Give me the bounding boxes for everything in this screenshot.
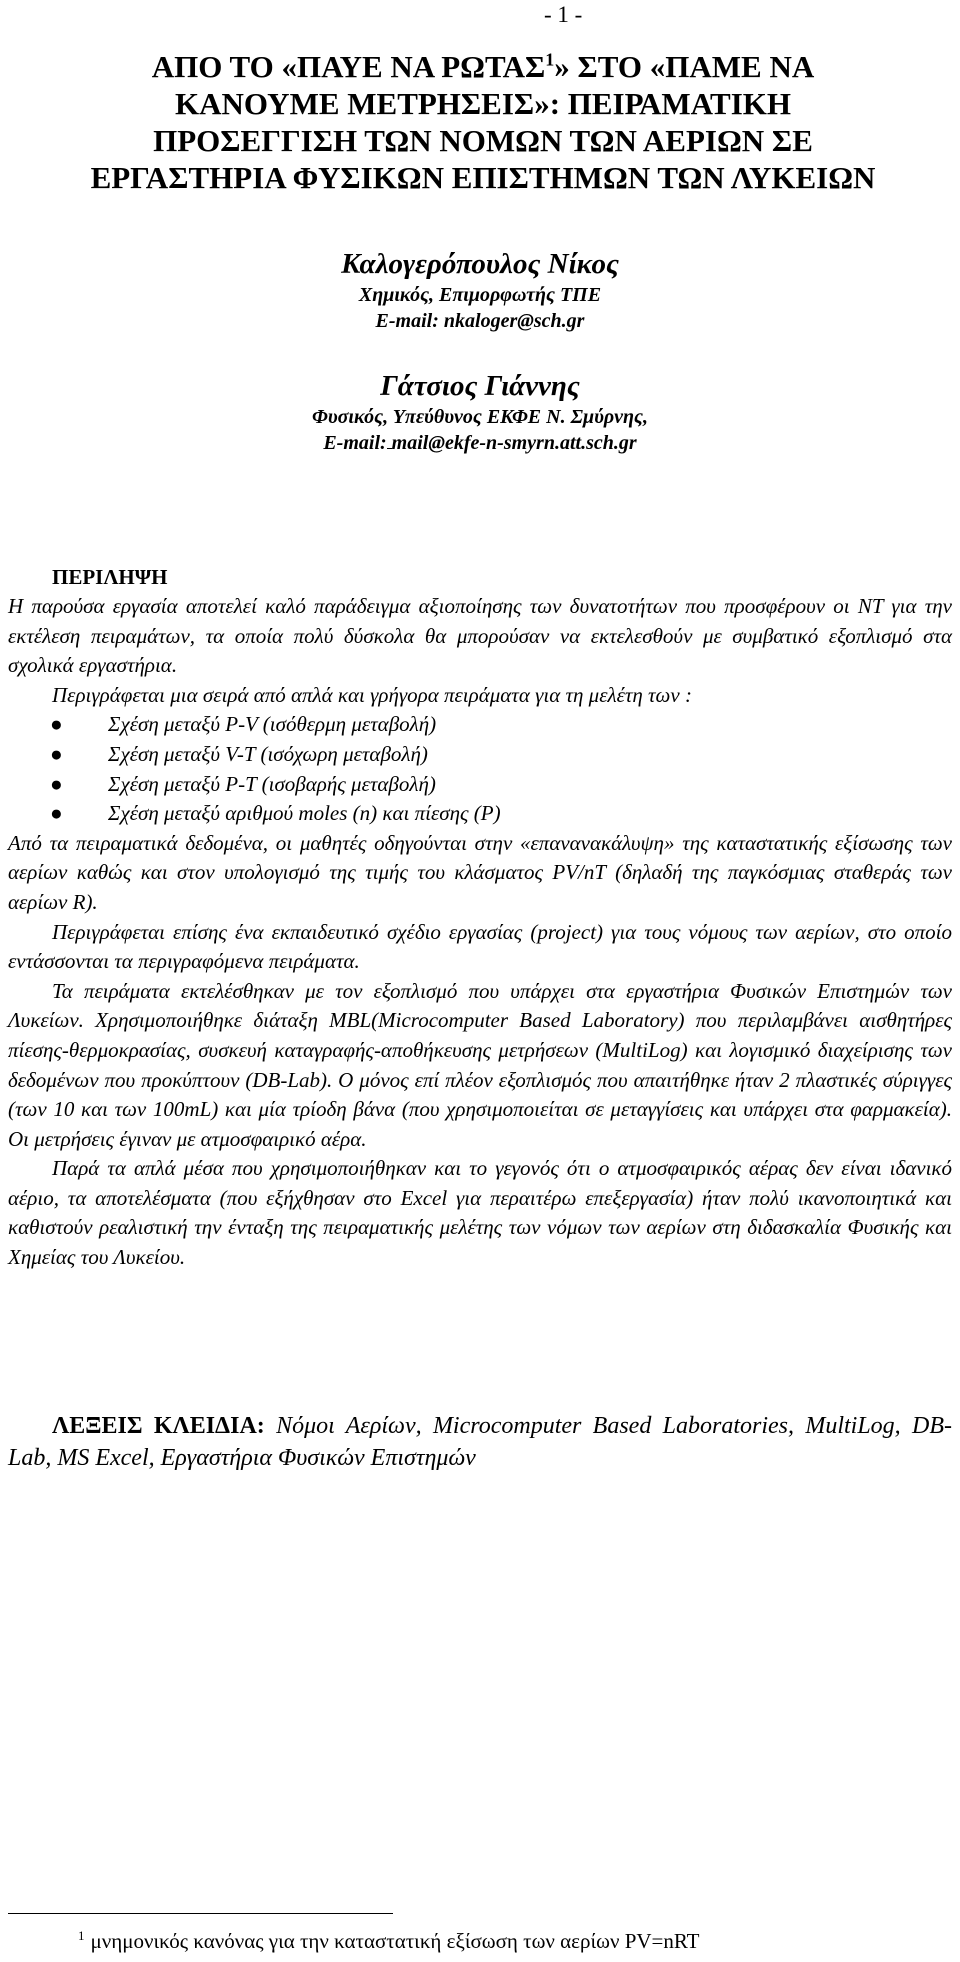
title-footnote-mark: 1 (545, 49, 555, 70)
email-label-1: E-mail: (375, 310, 444, 332)
abstract-heading: ΠΕΡΙΛΗΨΗ (52, 565, 168, 589)
author-role-1: Χημικός, Επιμορφωτής ΤΠΕ (358, 284, 602, 306)
author-email-line-2 (0, 430, 960, 456)
author-name-2: Γάτσιος Γιάννης (380, 370, 580, 402)
list-item (8, 740, 952, 770)
keywords-text: Νόμοι Αερίων, Microcomputer Based Laboratories, MultiLog, DB-Lab, MS Excel, Εργαστήρια Φυσικών Επιστημών (8, 1413, 952, 1471)
footnote-divider (8, 1913, 393, 1914)
page-number: - 1 - (544, 2, 583, 27)
bullet-icon: ● (50, 771, 63, 796)
email-label-2: E-mail: (323, 432, 387, 454)
author-email-link-1[interactable]: nkaloger@sch.gr (443, 310, 585, 332)
abstract-paragraph-1: Η παρούσα εργασία αποτελεί καλό παράδειγμα αξιοποίησης των δυνατοτήτων που προσφέρουν οι ΝΤ για την εκτέλεση πειραμάτων, τα οποία πολύ δύσκολα θα μπορούσαν να εκτελεσθούν με συμβατικό εξοπλισμό στα σχολικά εργαστήρια. (8, 594, 952, 678)
list-item-text: Σχέση μεταξύ V-T (ισόχωρη μεταβολή) (108, 741, 428, 766)
list-item-text: Σχέση μεταξύ P-T (ισοβαρής μεταβολή) (108, 771, 436, 796)
author-block-1 (0, 246, 960, 334)
author-block-2 (0, 368, 960, 456)
abstract-paragraph-4: Περιγράφεται επίσης ένα εκπαιδευτικό σχέδιο εργασίας (project) για τους νόμους των αερίων, στο οποίο εντάσσονται τα περιγραφόμενα πειράματα. (8, 919, 952, 974)
bullet-icon: ● (50, 801, 63, 826)
author-email-line-1 (0, 308, 960, 334)
bullet-icon: ● (50, 712, 63, 737)
relations-list (8, 710, 952, 828)
author-name-1: Καλογερόπουλος Νίκος (341, 248, 619, 280)
list-item (8, 770, 952, 800)
list-item (8, 799, 952, 829)
abstract-paragraph-6: Παρά τα απλά μέσα που χρησιμοποιήθηκαν και το γεγονός ότι ο ατμοσφαιρικός αέρας δεν είναι ιδανικό αέριο, τα αποτελέσματα (που εξήχθησαν στο Excel για περαιτέρω επεξεργασία) ήταν πολύ ικανοποιητικά και καθιστούν ρεαλιστική την ένταξη της πειραματικής μελέτης των νόμων των αερίων στη διδασκαλία Φυσικής και Χημείας του Λυκείου. (8, 1156, 952, 1270)
author-role-2: Φυσικός, Υπεύθυνος ΕΚΦΕ Ν. Σμύρνης, (312, 406, 648, 428)
paper-title (88, 48, 878, 196)
list-item-text: Σχέση μεταξύ P-V (ισόθερμη μεταβολή) (108, 712, 437, 737)
footnote-text: μνημονικός κανόνας για την καταστατική εξίσωση των αερίων PV=nRT (90, 1929, 700, 1953)
abstract-paragraph-3: Από τα πειραματικά δεδομένα, οι μαθητές οδηγούνται στην «επανανακάλυψη» της καταστατικής εξίσωσης των αερίων καθώς και στον υπολογισμό της τιμής του κλάσματος PV/nT (δηλαδή της παγκόσμιας σταθεράς των αερίων R). (8, 830, 952, 914)
bullet-icon: ● (50, 741, 63, 766)
keywords-section (8, 1410, 952, 1474)
title-part-1: ΑΠΟ ΤΟ «ΠΑΥΕ ΝΑ ΡΩΤΑΣ (151, 49, 546, 84)
author-email-link-2[interactable]: mail@ekfe-n-smyrn.att.sch.gr (391, 432, 637, 454)
footnote-mark: 1 (78, 1928, 85, 1943)
keywords-label: ΛΕΞΕΙΣ ΚΛΕΙΔΙΑ: (52, 1413, 265, 1439)
abstract-paragraph-5: Τα πειράματα εκτελέσθηκαν με τον εξοπλισμό που υπάρχει στα εργαστήρια Φυσικών Επιστημών των Λυκείων. Χρησιμοποιήθηκε διάταξη MBL(Microcomputer Based Laboratory) που περιλαμβάνει αισθητήρες πίεσης-θερμοκρασίας, συσκευή καταγραφής-αποθήκευσης μετρήσεων (MultiLog) και λογισμικό διαχείρισης των δεδομένων που προκύπτουν (DB-Lab). Ο μόνος επί πλέον εξοπλισμός που απαιτήθηκε ήταν 2 πλαστικές σύριγγες (των 10 και των 100mL) και μία τρίοδη βάνα (που χρησιμοποιείται σε μεταγγίσεις και υπάρχει στα φαρμακεία). Οι μετρήσεις έγιναν με ατμοσφαιρικό αέρα. (8, 978, 952, 1151)
abstract-section (8, 562, 952, 1273)
title-part-2: » ΣΤΟ «ΠΑΜΕ ΝΑ ΚΑΝΟΥΜΕ ΜΕΤΡΗΣΕΙΣ»: ΠΕΙΡΑΜΑΤΙΚΗ ΠΡΟΣΕΓΓΙΣΗ ΤΩΝ ΝΟΜΩΝ ΤΩΝ ΑΕΡΙΩΝ ΣΕ ΕΡΓΑΣΤΗΡΙΑ ΦΥΣΙΚΩΝ ΕΠΙΣΤΗΜΩΝ ΤΩΝ ΛΥΚΕΙΩΝ (90, 49, 876, 195)
footnote (78, 1922, 699, 1955)
abstract-paragraph-2: Περιγράφεται μια σειρά από απλά και γρήγορα πειράματα για τη μελέτη των : (52, 682, 692, 707)
list-item-text: Σχέση μεταξύ αριθμού moles (n) και πίεσης (P) (108, 801, 501, 826)
list-item (8, 710, 952, 740)
